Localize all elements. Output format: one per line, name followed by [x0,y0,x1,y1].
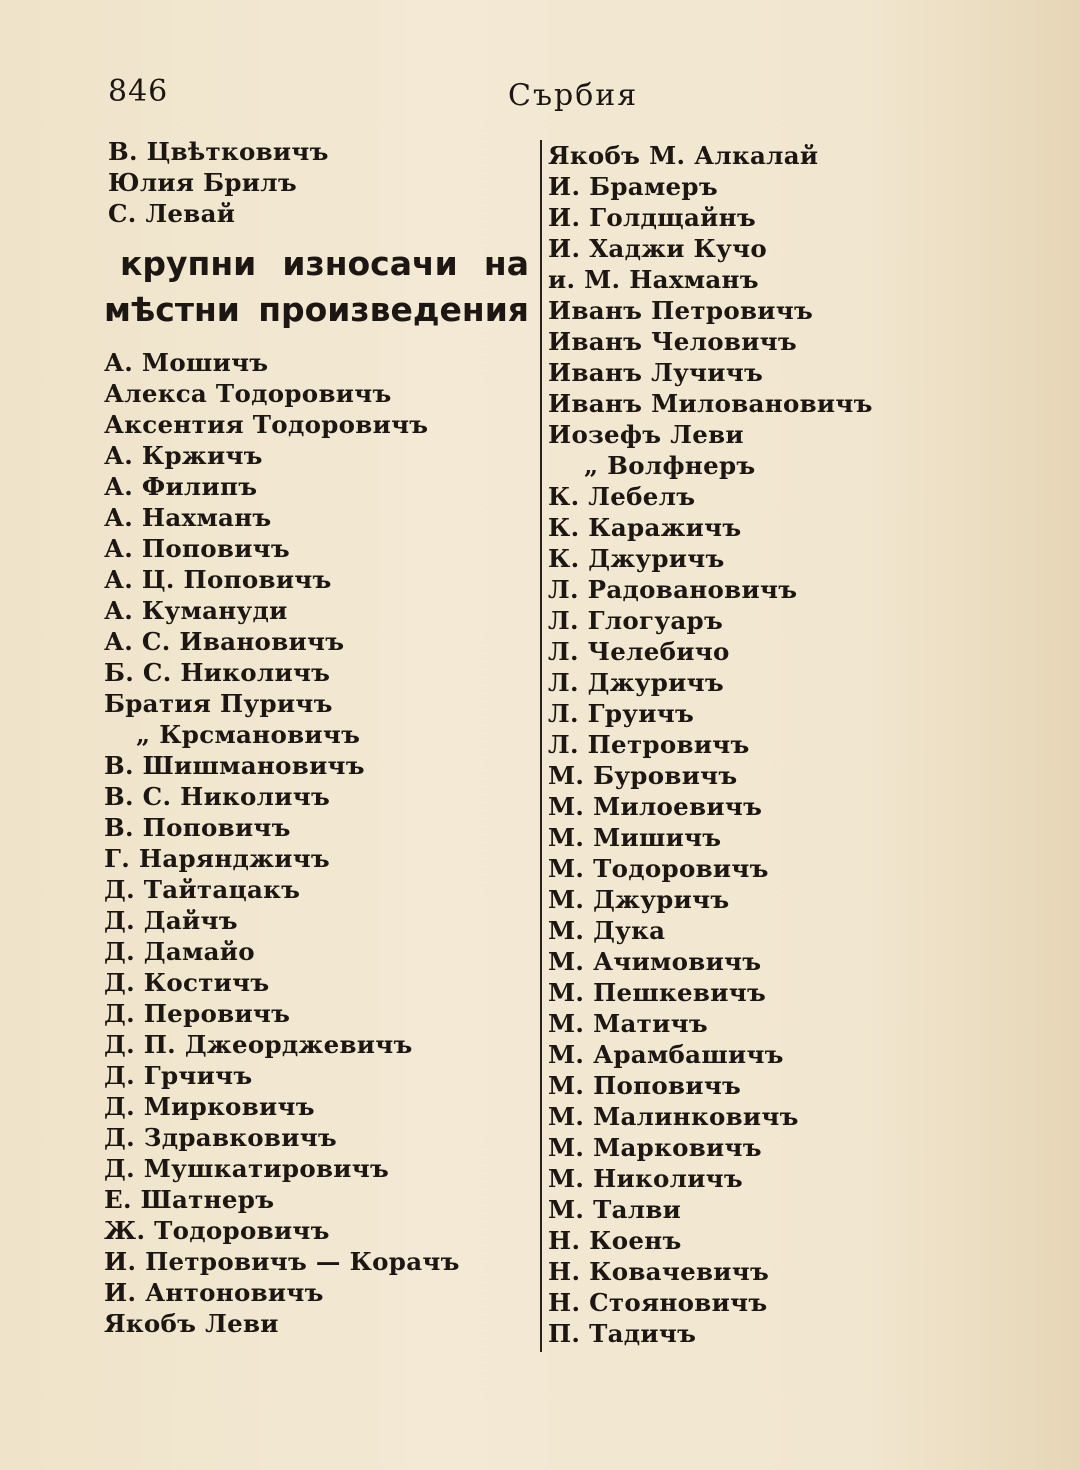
list-item: И. Хаджи Кучо [548,234,768,263]
list-item: Иозефъ Леви [548,420,744,449]
list-item: А. Нахманъ [104,503,272,532]
section-heading [104,241,529,333]
list-item: Якобъ М. Алкалай [548,141,819,170]
list-item: М. Тодоровичъ [548,854,769,883]
list-item: Г. Нарянджичъ [104,844,331,873]
list-item: Д. Костичъ [104,968,270,997]
list-item: М. Марковичъ [548,1133,762,1162]
list-item: В. С. Николичъ [104,782,331,811]
list-item: А. Мошичъ [104,348,269,377]
list-item: М. Поповичъ [548,1071,742,1100]
list-item: Л. Петровичъ [548,730,750,759]
list-item: Б. С. Николичъ [104,658,331,687]
list-item: Ж. Тодоровичъ [104,1216,330,1245]
left-column [104,136,534,1339]
list-item: Д. Дайчъ [104,906,238,935]
right-column [548,140,1018,1349]
list-item: М. Малинковичъ [548,1102,799,1131]
list-item: Н. Ковачевичъ [548,1257,770,1286]
list-item: Л. Глогуаръ [548,606,724,635]
section-heading-line1: крупни износачи на [120,244,529,283]
list-item: М. Талви [548,1195,682,1224]
page-number: 846 [108,74,169,109]
list-item: С. Левай [108,199,236,228]
list-item: А. Филипъ [104,472,258,501]
list-item: М. Ачимовичъ [548,947,762,976]
list-item: М. Милоевичъ [548,792,763,821]
list-item: Н. Стояновичъ [548,1288,768,1317]
list-item: Л. Челебичо [548,637,730,666]
list-item: В. Поповичъ [104,813,291,842]
list-item: Иванъ Лучичъ [548,358,764,387]
list-item: М. Матичъ [548,1009,708,1038]
list-item: А. Кумануди [104,596,288,625]
column-divider [540,140,542,1352]
list-item: М. Арамбашичъ [548,1040,784,1069]
list-item: Иванъ Петровичъ [548,296,814,325]
list-item: А. Поповичъ [104,534,290,563]
list-item: Иванъ Миловановичъ [548,389,873,418]
list-item: Д. Дамайо [104,937,255,966]
list-item: И. Голдщайнъ [548,203,756,232]
list-item: Д. Мушкатировичъ [104,1154,390,1183]
list-item: М. Николичъ [548,1164,744,1193]
list-item: „ Волфнеръ [584,451,756,480]
section-heading-line2: мѣстни произведения [104,290,529,329]
list-item: К. Лебелъ [548,482,696,511]
list-item: И. Петровичъ — Корачъ [104,1247,460,1276]
list-item: А. Кржичъ [104,441,263,470]
list-item: В. Шишмановичъ [104,751,365,780]
list-item: М. Мишичъ [548,823,722,852]
list-item: Юлия Брилъ [108,168,297,197]
list-item: Иванъ Человичъ [548,327,797,356]
left-entry-list [104,347,534,1339]
list-item: Д. Грчичъ [104,1061,253,1090]
list-item: А. Ц. Поповичъ [104,565,332,594]
list-item: Алекса Тодоровичъ [104,379,392,408]
running-title: Сърбия [508,78,639,113]
list-item: М. Джуричъ [548,885,730,914]
list-item: Л. Груичъ [548,699,695,728]
list-item: П. Тадичъ [548,1319,697,1348]
list-item: М. Дука [548,916,666,945]
list-item: М. Буровичъ [548,761,738,790]
right-entry-list [548,140,1018,1349]
top-entries [108,136,534,229]
list-item: М. Пешкевичъ [548,978,767,1007]
list-item: Д. Мирковичъ [104,1092,315,1121]
list-item: „ Крсмановичъ [136,720,361,749]
list-item: Л. Радовановичъ [548,575,798,604]
list-item: Е. Шатнеръ [104,1185,275,1214]
list-item: И. Антоновичъ [104,1278,324,1307]
list-item: Д. П. Джеорджевичъ [104,1030,413,1059]
list-item: Якобъ Леви [104,1309,279,1338]
list-item: И. Брамеръ [548,172,718,201]
list-item: К. Джуричъ [548,544,725,573]
list-item: Аксентия Тодоровичъ [104,410,429,439]
list-item: А. С. Ивановичъ [104,627,345,656]
list-item: Д. Тайтацакъ [104,875,301,904]
list-item: Л. Джуричъ [548,668,724,697]
list-item: Братия Пуричъ [104,689,333,718]
list-item: К. Каражичъ [548,513,742,542]
list-item: Н. Коенъ [548,1226,682,1255]
list-item: и. М. Нахманъ [548,265,759,294]
list-item: В. Цвѣтковичъ [108,137,329,166]
list-item: Д. Перовичъ [104,999,291,1028]
list-item: Д. Здравковичъ [104,1123,338,1152]
